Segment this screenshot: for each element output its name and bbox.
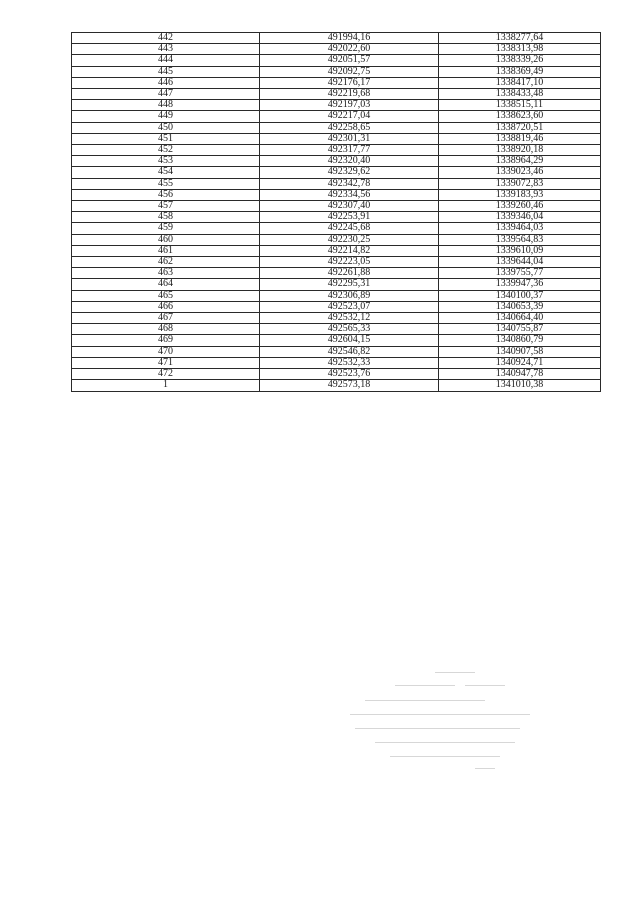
- x-coordinate-cell: 492230,25: [260, 234, 439, 245]
- coordinates-table: [71, 32, 601, 392]
- x-coordinate-cell: 492532,12: [260, 313, 439, 324]
- y-coordinate-cell: 1338339,26: [439, 55, 601, 66]
- x-coordinate-cell: 492219,68: [260, 89, 439, 100]
- x-coordinate-cell: 492261,88: [260, 268, 439, 279]
- table-row: [72, 133, 601, 144]
- y-coordinate-cell: 1340755,87: [439, 324, 601, 335]
- y-coordinate-cell: 1338964,29: [439, 156, 601, 167]
- point-number-cell: 457: [72, 201, 260, 212]
- point-number-cell: 467: [72, 313, 260, 324]
- table-row: [72, 100, 601, 111]
- y-coordinate-cell: 1339644,04: [439, 257, 601, 268]
- x-coordinate-cell: 492307,40: [260, 201, 439, 212]
- point-number-cell: 463: [72, 268, 260, 279]
- table-row: [72, 257, 601, 268]
- x-coordinate-cell: 492223,05: [260, 257, 439, 268]
- y-coordinate-cell: 1338515,11: [439, 100, 601, 111]
- point-number-cell: 455: [72, 178, 260, 189]
- x-coordinate-cell: 492546,82: [260, 346, 439, 357]
- table-row: [72, 33, 601, 44]
- x-coordinate-cell: 492334,56: [260, 189, 439, 200]
- table-row: [72, 313, 601, 324]
- y-coordinate-cell: 1339947,36: [439, 279, 601, 290]
- table-row: [72, 268, 601, 279]
- y-coordinate-cell: 1339183,93: [439, 189, 601, 200]
- point-number-cell: 451: [72, 133, 260, 144]
- x-coordinate-cell: 492342,78: [260, 178, 439, 189]
- x-coordinate-cell: 492317,77: [260, 145, 439, 156]
- y-coordinate-cell: 1338369,49: [439, 66, 601, 77]
- x-coordinate-cell: 492197,03: [260, 100, 439, 111]
- point-number-cell: 1: [72, 380, 260, 391]
- point-number-cell: 452: [72, 145, 260, 156]
- y-coordinate-cell: 1338819,46: [439, 133, 601, 144]
- y-coordinate-cell: 1338720,51: [439, 122, 601, 133]
- point-number-cell: 446: [72, 77, 260, 88]
- table-row: [72, 301, 601, 312]
- point-number-cell: 470: [72, 346, 260, 357]
- point-number-cell: 461: [72, 245, 260, 256]
- faded-stamp-signature: [335, 670, 565, 780]
- y-coordinate-cell: 1340947,78: [439, 369, 601, 380]
- y-coordinate-cell: 1338920,18: [439, 145, 601, 156]
- x-coordinate-cell: 492523,76: [260, 369, 439, 380]
- table-row: [72, 212, 601, 223]
- point-number-cell: 456: [72, 189, 260, 200]
- x-coordinate-cell: 492051,57: [260, 55, 439, 66]
- x-coordinate-cell: 492523,07: [260, 301, 439, 312]
- table-row: [72, 201, 601, 212]
- point-number-cell: 447: [72, 89, 260, 100]
- point-number-cell: 472: [72, 369, 260, 380]
- table-row: [72, 279, 601, 290]
- x-coordinate-cell: 492217,04: [260, 111, 439, 122]
- point-number-cell: 445: [72, 66, 260, 77]
- table-row: [72, 245, 601, 256]
- y-coordinate-cell: 1338623,60: [439, 111, 601, 122]
- x-coordinate-cell: 492320,40: [260, 156, 439, 167]
- y-coordinate-cell: 1339346,04: [439, 212, 601, 223]
- x-coordinate-cell: 492565,33: [260, 324, 439, 335]
- y-coordinate-cell: 1339260,46: [439, 201, 601, 212]
- x-coordinate-cell: 492573,18: [260, 380, 439, 391]
- table-row: [72, 189, 601, 200]
- y-coordinate-cell: 1338313,98: [439, 44, 601, 55]
- table-row: [72, 357, 601, 368]
- point-number-cell: 471: [72, 357, 260, 368]
- x-coordinate-cell: 492301,31: [260, 133, 439, 144]
- table-row: [72, 178, 601, 189]
- y-coordinate-cell: 1340664,40: [439, 313, 601, 324]
- table-row: [72, 380, 601, 391]
- point-number-cell: 462: [72, 257, 260, 268]
- y-coordinate-cell: 1339023,46: [439, 167, 601, 178]
- y-coordinate-cell: 1338417,10: [439, 77, 601, 88]
- x-coordinate-cell: 492022,60: [260, 44, 439, 55]
- table-row: [72, 145, 601, 156]
- x-coordinate-cell: 492245,68: [260, 223, 439, 234]
- table-row: [72, 324, 601, 335]
- table-row: [72, 346, 601, 357]
- coordinates-table-body: [72, 33, 601, 392]
- y-coordinate-cell: 1339610,09: [439, 245, 601, 256]
- x-coordinate-cell: 492214,82: [260, 245, 439, 256]
- point-number-cell: 468: [72, 324, 260, 335]
- x-coordinate-cell: 492295,31: [260, 279, 439, 290]
- table-row: [72, 290, 601, 301]
- y-coordinate-cell: 1339072,83: [439, 178, 601, 189]
- x-coordinate-cell: 491994,16: [260, 33, 439, 44]
- x-coordinate-cell: 492306,89: [260, 290, 439, 301]
- point-number-cell: 460: [72, 234, 260, 245]
- point-number-cell: 444: [72, 55, 260, 66]
- table-row: [72, 369, 601, 380]
- point-number-cell: 443: [72, 44, 260, 55]
- y-coordinate-cell: 1340924,71: [439, 357, 601, 368]
- point-number-cell: 448: [72, 100, 260, 111]
- x-coordinate-cell: 492532,33: [260, 357, 439, 368]
- table-row: [72, 167, 601, 178]
- y-coordinate-cell: 1340907,58: [439, 346, 601, 357]
- point-number-cell: 442: [72, 33, 260, 44]
- y-coordinate-cell: 1341010,38: [439, 380, 601, 391]
- point-number-cell: 465: [72, 290, 260, 301]
- x-coordinate-cell: 492176,17: [260, 77, 439, 88]
- table-row: [72, 223, 601, 234]
- y-coordinate-cell: 1339464,03: [439, 223, 601, 234]
- table-row: [72, 77, 601, 88]
- x-coordinate-cell: 492258,65: [260, 122, 439, 133]
- table-row: [72, 122, 601, 133]
- point-number-cell: 450: [72, 122, 260, 133]
- point-number-cell: 453: [72, 156, 260, 167]
- table-row: [72, 234, 601, 245]
- x-coordinate-cell: 492329,62: [260, 167, 439, 178]
- table-row: [72, 156, 601, 167]
- point-number-cell: 469: [72, 335, 260, 346]
- point-number-cell: 466: [72, 301, 260, 312]
- y-coordinate-cell: 1340653,39: [439, 301, 601, 312]
- y-coordinate-cell: 1338433,48: [439, 89, 601, 100]
- point-number-cell: 459: [72, 223, 260, 234]
- point-number-cell: 464: [72, 279, 260, 290]
- point-number-cell: 449: [72, 111, 260, 122]
- table-row: [72, 89, 601, 100]
- table-row: [72, 66, 601, 77]
- y-coordinate-cell: 1339755,77: [439, 268, 601, 279]
- point-number-cell: 454: [72, 167, 260, 178]
- table-row: [72, 335, 601, 346]
- table-row: [72, 44, 601, 55]
- y-coordinate-cell: 1339564,83: [439, 234, 601, 245]
- y-coordinate-cell: 1340860,79: [439, 335, 601, 346]
- y-coordinate-cell: 1340100,37: [439, 290, 601, 301]
- x-coordinate-cell: 492604,15: [260, 335, 439, 346]
- table-row: [72, 111, 601, 122]
- table-row: [72, 55, 601, 66]
- point-number-cell: 458: [72, 212, 260, 223]
- x-coordinate-cell: 492092,75: [260, 66, 439, 77]
- y-coordinate-cell: 1338277,64: [439, 33, 601, 44]
- x-coordinate-cell: 492253,91: [260, 212, 439, 223]
